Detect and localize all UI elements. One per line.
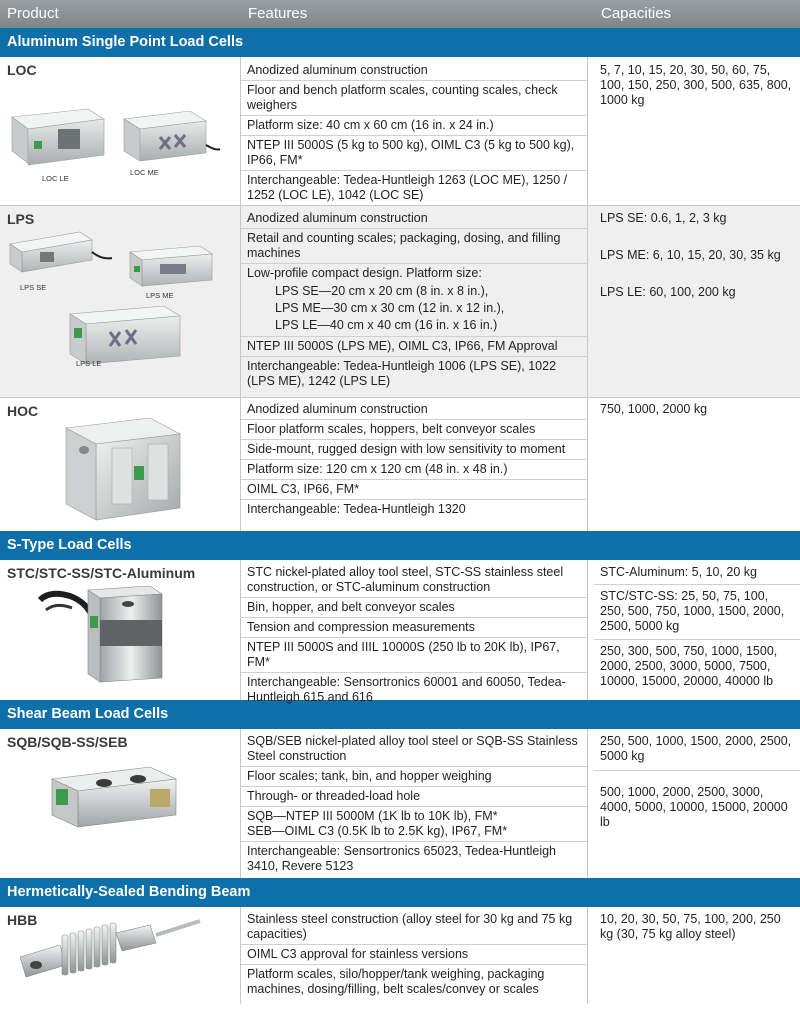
sqb-image bbox=[0, 729, 240, 878]
header-features: Features bbox=[248, 5, 308, 22]
section-shear-beam: Shear Beam Load Cells bbox=[0, 700, 800, 729]
loc-features bbox=[240, 57, 588, 205]
sqb-capacities bbox=[594, 729, 800, 878]
capacity-item: 5, 7, 10, 15, 20, 30, 50, 60, 75, 100, 150, 250, 300, 500, 635, 800, 1000 kg bbox=[600, 63, 792, 107]
feature-item: Platform size: 40 cm x 60 cm (16 in. x 24 in.) bbox=[241, 116, 587, 136]
lps-image bbox=[0, 206, 240, 397]
feature-item: Anodized aluminum construction bbox=[241, 400, 587, 420]
capacity-item: 250, 300, 500, 750, 1000, 1500, 2000, 2500, 3000, 5000, 7500, 10000, 15000, 20000, 40000 lb bbox=[600, 644, 778, 688]
product-name-lps: LPS bbox=[7, 211, 35, 227]
lps-se-label: LPS SE bbox=[20, 283, 47, 292]
sqb-features bbox=[240, 729, 588, 878]
section-s-type: S-Type Load Cells bbox=[0, 531, 800, 560]
feature-item: Floor scales; tank, bin, and hopper weighing bbox=[241, 767, 587, 787]
feature-item: Side-mount, rugged design with low sensitivity to moment bbox=[241, 440, 587, 460]
product-name-sqb: SQB/SQB-SS/SEB bbox=[7, 734, 128, 750]
feature-item: OIML C3, IP66, FM* bbox=[241, 480, 587, 500]
capacity-item: 500, 1000, 2000, 2500, 3000, 4000, 5000, 10000, 15000, 20000 lb bbox=[600, 785, 788, 829]
hoc-capacities bbox=[594, 398, 800, 531]
capacity-item: LPS ME: 6, 10, 15, 20, 30, 35 kg bbox=[600, 248, 781, 262]
loc-le-label: LOC LE bbox=[42, 174, 69, 183]
feature-item: SQB/SEB nickel-plated alloy tool steel or SQB-SS Stainless Steel construction bbox=[241, 732, 587, 767]
header-capacities: Capacities bbox=[601, 5, 672, 22]
capacity-item: 10, 20, 30, 50, 75, 100, 200, 250 kg (30, 75 kg alloy steel) bbox=[600, 912, 781, 941]
product-row-sqb bbox=[0, 729, 800, 878]
feature-item: NTEP III 5000S and IIIL 10000S (250 lb to 20K lb), IP67, FM* bbox=[241, 638, 587, 673]
feature-item: Bin, hopper, and belt conveyor scales bbox=[241, 598, 587, 618]
product-name-stc: STC/STC-SS/STC-Aluminum bbox=[7, 565, 196, 581]
feature-item: Retail and counting scales; packaging, dosing, and filling machines bbox=[241, 229, 587, 264]
feature-item: LPS LE—40 cm x 40 cm (16 in. x 16 in.) bbox=[241, 317, 587, 337]
stc-image bbox=[0, 560, 240, 700]
feature-item: Through- or threaded-load hole bbox=[241, 787, 587, 807]
feature-item: NTEP III 5000S (LPS ME), OIML C3, IP66, FM Approval bbox=[241, 337, 587, 357]
lps-me-label: LPS ME bbox=[146, 291, 174, 300]
capacity-item: 250, 500, 1000, 1500, 2000, 2500, 5000 kg bbox=[594, 732, 800, 771]
feature-item: Interchangeable: Sensortronics 60001 and 60050, Tedea-Huntleigh 615 and 616 bbox=[247, 675, 566, 704]
section-aluminum-single-point: Aluminum Single Point Load Cells bbox=[0, 28, 800, 57]
lps-capacities bbox=[594, 206, 800, 397]
feature-item: LPS SE—20 cm x 20 cm (8 in. x 8 in.), bbox=[275, 284, 489, 298]
feature-item: Interchangeable: Tedea-Huntleigh 1006 (LPS SE), 1022 (LPS ME), 1242 (LPS LE) bbox=[247, 359, 557, 388]
feature-item: Low-profile compact design. Platform size: bbox=[247, 266, 482, 280]
lps-le-label: LPS LE bbox=[76, 359, 102, 368]
hbb-features bbox=[240, 907, 588, 1004]
product-row-hoc bbox=[0, 397, 800, 531]
feature-item: Interchangeable: Tedea-Huntleigh 1263 (LOC ME), 1250 / 1252 (LOC LE), 1042 (LOC SE) bbox=[247, 173, 568, 202]
stc-features bbox=[240, 560, 588, 704]
header-product: Product bbox=[7, 5, 59, 22]
capacity-item: STC/STC-SS: 25, 50, 75, 100, 250, 500, 750, 1000, 1500, 2000, 2500, 5000 kg bbox=[594, 585, 800, 640]
feature-item: Anodized aluminum construction bbox=[241, 61, 587, 81]
capacity-item: 750, 1000, 2000 kg bbox=[600, 402, 708, 416]
stc-capacities bbox=[594, 560, 800, 700]
feature-item: Interchangeable: Sensortronics 65023, Tedea-Huntleigh 3410, Revere 5123 bbox=[247, 844, 557, 873]
feature-item: NTEP III 5000S (5 kg to 500 kg), OIML C3 (5 kg to 500 kg), IP66, FM* bbox=[241, 136, 587, 171]
hoc-features bbox=[240, 398, 588, 531]
product-row-lps bbox=[0, 205, 800, 397]
feature-item: Floor and bench platform scales, counting scales, check weighers bbox=[241, 81, 587, 116]
feature-item: Floor platform scales, hoppers, belt conveyor scales bbox=[241, 420, 587, 440]
feature-item: STC nickel-plated alloy tool steel, STC-SS stainless steel construction, or STC-aluminum construction bbox=[241, 563, 587, 598]
lps-features bbox=[240, 206, 588, 397]
feature-item: LPS ME—30 cm x 30 cm (12 in. x 12 in.), bbox=[275, 301, 505, 315]
feature-item: Tension and compression measurements bbox=[241, 618, 587, 638]
product-name-hbb: HBB bbox=[7, 912, 38, 928]
feature-item: Platform scales, silo/hopper/tank weighing, packaging machines, dosing/filling, belt scales/convey or scales bbox=[247, 967, 545, 996]
feature-item: OIML C3 approval for stainless versions bbox=[241, 945, 587, 965]
feature-item: SEB—OIML C3 (0.5K lb to 2.5K kg), IP67, FM* bbox=[241, 824, 587, 842]
feature-item: Platform size: 120 cm x 120 cm (48 in. x 48 in.) bbox=[241, 460, 587, 480]
hbb-capacities bbox=[594, 907, 800, 1004]
capacity-item: LPS LE: 60, 100, 200 kg bbox=[600, 285, 736, 299]
product-row-hbb bbox=[0, 907, 800, 1004]
section-hermetically-sealed: Hermetically-Sealed Bending Beam bbox=[0, 878, 800, 907]
loc-me-label: LOC ME bbox=[130, 168, 159, 177]
loc-capacities bbox=[594, 57, 800, 205]
product-row-loc bbox=[0, 57, 800, 205]
product-row-stc bbox=[0, 560, 800, 704]
loc-image bbox=[0, 57, 240, 205]
feature-item: Stainless steel construction (alloy steel for 30 kg and 75 kg capacities) bbox=[241, 910, 587, 945]
feature-item: SQB—NTEP III 5000M (1K lb to 10K lb), FM* bbox=[247, 809, 498, 823]
product-name-hoc: HOC bbox=[7, 403, 39, 419]
feature-item: Anodized aluminum construction bbox=[241, 209, 587, 229]
product-name-loc: LOC bbox=[7, 62, 37, 78]
feature-item: Interchangeable: Tedea-Huntleigh 1320 bbox=[247, 502, 466, 516]
capacity-item: STC-Aluminum: 5, 10, 20 kg bbox=[594, 563, 800, 585]
capacity-item: LPS SE: 0.6, 1, 2, 3 kg bbox=[600, 211, 727, 225]
table-header bbox=[0, 0, 800, 28]
